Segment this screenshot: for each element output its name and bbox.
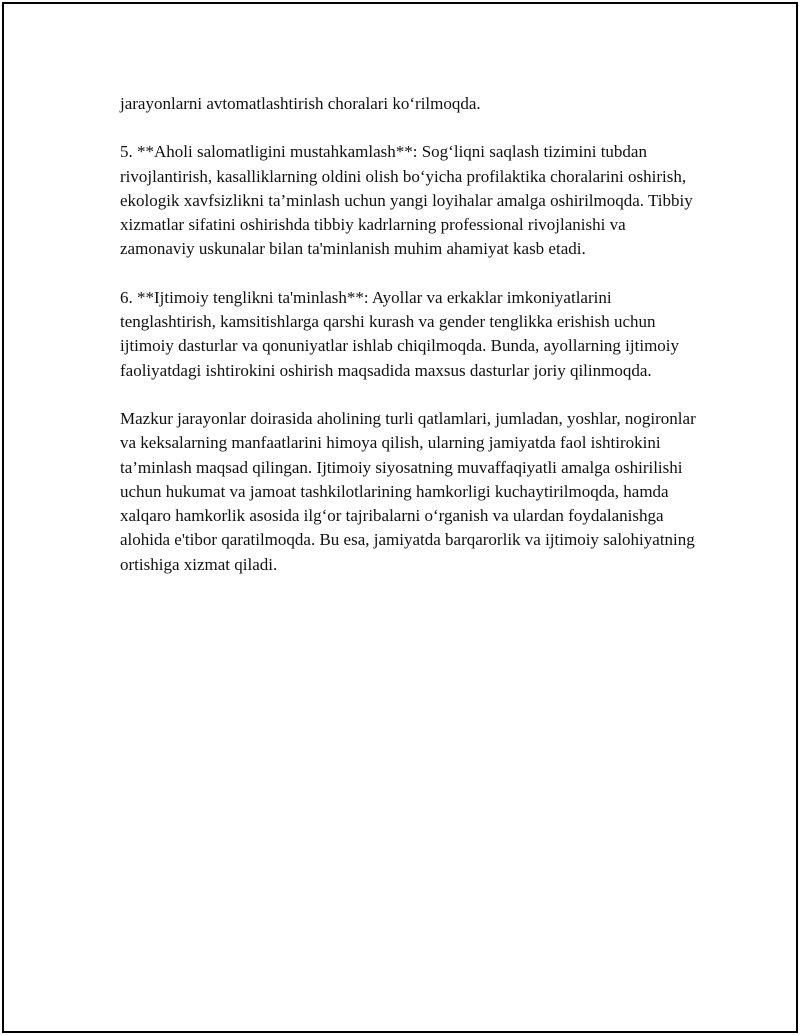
paragraph-item-5: 5. **Aholi salomatligini mustahkamlash**: Sog‘liqni saqlash tizimini tubdan rivojlantirish, kasalliklarning oldini olish bo‘yicha profilaktika choralarini oshirish, ekologik xavfsizlikni ta’minlash uchun yangi loyihalar amalga oshirilmoqda. Tibbiy xizmatlar sifatini oshirishda tibbiy kadrlarning professional rivojlanishi va zamonaviy uskunalar bilan ta'minlanish muhim ahamiyat kasb etadi.: [120, 142, 693, 259]
paragraph-item-6: 6. **Ijtimoiy tenglikni ta'minlash**: Ayollar va erkaklar imkoniyatlarini tenglashtirish, kamsitishlarga qarshi kurash va gender tenglikka erishish uchun ijtimoiy dasturlar va qonuniyatlar ishlab chiqilmoqda. Bunda, ayollarning ijtimoiy faoliyatdagi ishtirokini oshirish maqsadida maxsus dasturlar joriy qilinmoqda.: [120, 287, 680, 380]
paragraph-summary: Mazkur jarayonlar doirasida aholining turli qatlamlari, jumladan, yoshlar, nogironlar va keksalarning manfaatlarini himoya qilish, ularning jamiyatda faol ishtirokini ta’minlash maqsad qilingan. Ijtimoiy siyosatning muvaffaqiyatli amalga oshirilishi uchun hukumat va jamoat tashkilotlarining hamkorligi kuchaytirilmoqda, hamda xalqaro hamkorlik asosida ilg‘or tajribalarni o‘rganish va ulardan foydalanishga alohida e'tibor qaratilmoqda. Bu esa, jamiyatda barqarorlik va ijtimoiy salohiyatning ortishiga xizmat qiladi.: [120, 408, 696, 574]
document-body: [120, 92, 700, 577]
paragraph-continuation: jarayonlarni avtomatlashtirish choralari ko‘rilmoqda.: [120, 94, 481, 113]
document-page: [2, 2, 798, 1033]
